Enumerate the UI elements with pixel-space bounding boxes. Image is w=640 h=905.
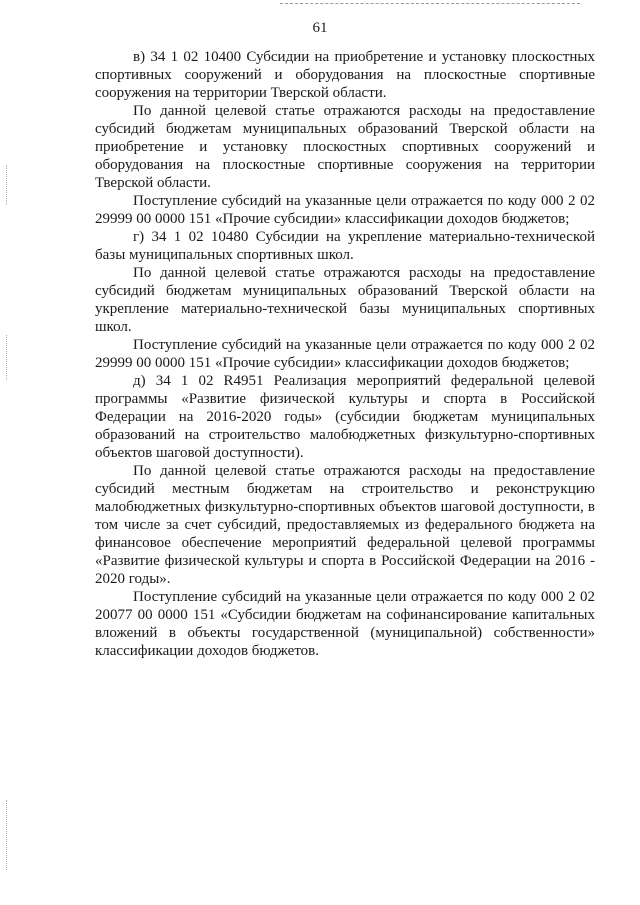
paragraph-subsidy-v-revenue-code: Поступление субсидий на указанные цели отражается по коду 000 2 02 29999 00 0000 151 «Прочие субсидии» классификации доходов бюджетов; bbox=[95, 193, 595, 227]
paragraph-subsidy-v-description: По данной целевой статье отражаются расходы на предоставление субсидий бюджетам муниципальных образований Тверской области на приобретение и установку плоскостных спортивных сооружений и оборудования на плоскостные спортивные сооружения на территории Тверской области. bbox=[95, 103, 595, 191]
paragraph-subsidy-g-description: По данной целевой статье отражаются расходы на предоставление субсидий бюджетам муниципальных образований Тверской области на укрепление материально-технической базы муниципальных спортивных школ. bbox=[95, 265, 595, 335]
paragraph-subsidy-v-title: в) 34 1 02 10400 Субсидии на приобретение и установку плоскостных спортивных сооружений и оборудования на плоскостные спортивные сооружения на территории Тверской области. bbox=[95, 49, 595, 101]
scan-margin-marks-bottom bbox=[6, 800, 8, 870]
paragraph-subsidy-d-revenue-code: Поступление субсидий на указанные цели отражается по коду 000 2 02 20077 00 0000 151 «Субсидии бюджетам на софинансирование капитальных вложений в объекты государственной (муниципальной) собственности» классификации доходов бюджетов. bbox=[95, 589, 595, 659]
paragraph-subsidy-d-title: д) 34 1 02 R4951 Реализация мероприятий федеральной целевой программы «Развитие физической культуры и спорта в Российской Федерации на 2016-2020 годы» (субсидии бюджетам муниципальных образований на строительство малобюджетных физкультурно-спортивных объектов шаговой доступности). bbox=[95, 373, 595, 461]
paragraph-subsidy-d-description: По данной целевой статье отражаются расходы на предоставление субсидий местным бюджетам на строительство и реконструкцию малобюджетных физкультурно-спортивных объектов шаговой доступности, в том числе за счет субсидий, предоставляемых из федерального бюджета на финансовое обеспечение мероприятий федеральной целевой программы «Развитие физической культуры и спорта в Российской Федерации на 2016 - 2020 годы». bbox=[95, 463, 595, 587]
paragraph-subsidy-g-revenue-code: Поступление субсидий на указанные цели отражается по коду 000 2 02 29999 00 0000 151 «Прочие субсидии» классификации доходов бюджетов; bbox=[95, 337, 595, 371]
paragraph-subsidy-g-title: г) 34 1 02 10480 Субсидии на укрепление материально-технической базы муниципальных спортивных школ. bbox=[95, 229, 595, 263]
scan-margin-marks-top bbox=[6, 165, 8, 205]
scan-margin-marks-middle bbox=[6, 335, 8, 380]
document-body bbox=[95, 48, 595, 660]
page-number: 61 bbox=[312, 20, 328, 36]
scan-edge-marks bbox=[280, 3, 580, 6]
